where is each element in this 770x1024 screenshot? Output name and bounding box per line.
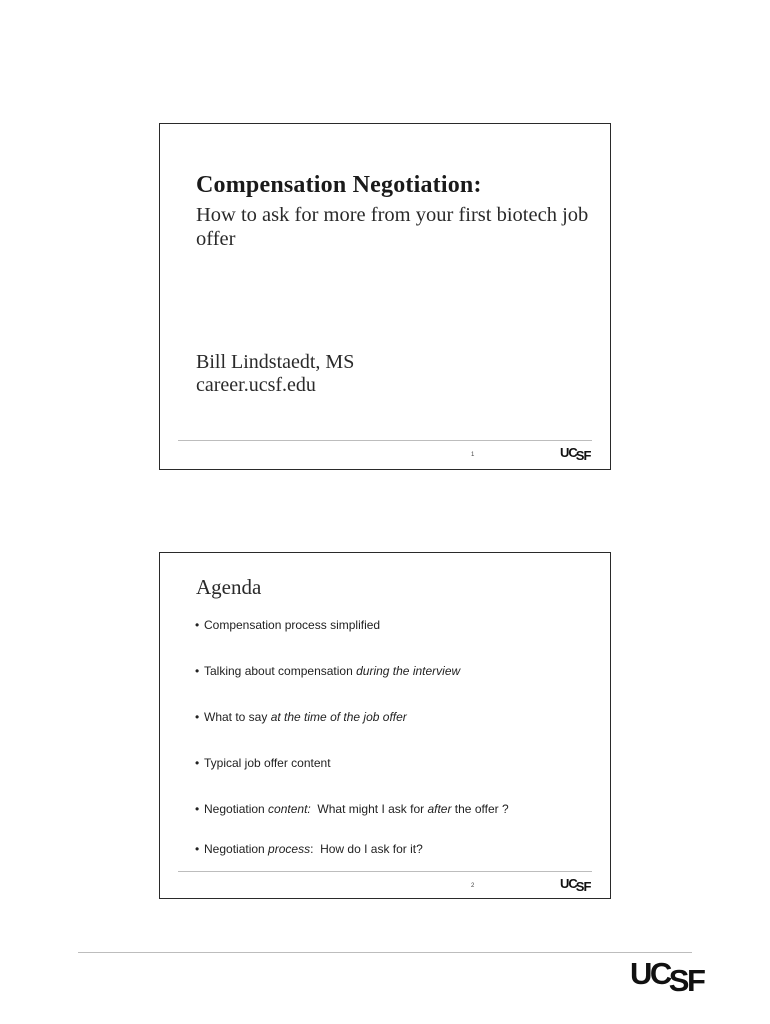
ucsf-logo [560,876,591,894]
author-website: career.ucsf.edu [196,374,316,396]
author-block [196,351,354,397]
page-footer-rule [78,952,692,953]
agenda-title: Agenda [196,575,262,599]
slide-footer-rule [178,871,592,872]
page-number: 1 [471,452,475,458]
logo-sf: SF [575,447,591,463]
ucsf-logo [560,445,591,463]
slide-subtitle: How to ask for more from your first biotech job offer [196,204,589,250]
logo-sf: SF [668,962,704,998]
slide-2 [159,552,611,899]
logo-uc: UC [560,876,577,891]
list-item: • Negotiation content: What might I ask for after the offer ? [204,802,509,816]
author-name: Bill Lindstaedt, MS [196,351,355,373]
list-item: • Compensation process simplified [204,618,380,632]
logo-sf: SF [575,878,591,894]
slide-footer-rule [178,440,592,441]
slide-title: Compensation Negotiation: [196,172,482,198]
logo-uc: UC [630,956,670,991]
slide-1 [159,123,611,470]
list-item: • Negotiation process: How do I ask for it? [204,842,423,856]
list-item: • Talking about compensation during the interview [204,664,460,678]
list-item: • Typical job offer content [204,756,331,770]
footer-ucsf-logo [630,956,704,998]
list-item: • What to say at the time of the job offer [204,710,407,724]
page-number: 2 [471,883,475,889]
logo-uc: UC [560,445,577,460]
